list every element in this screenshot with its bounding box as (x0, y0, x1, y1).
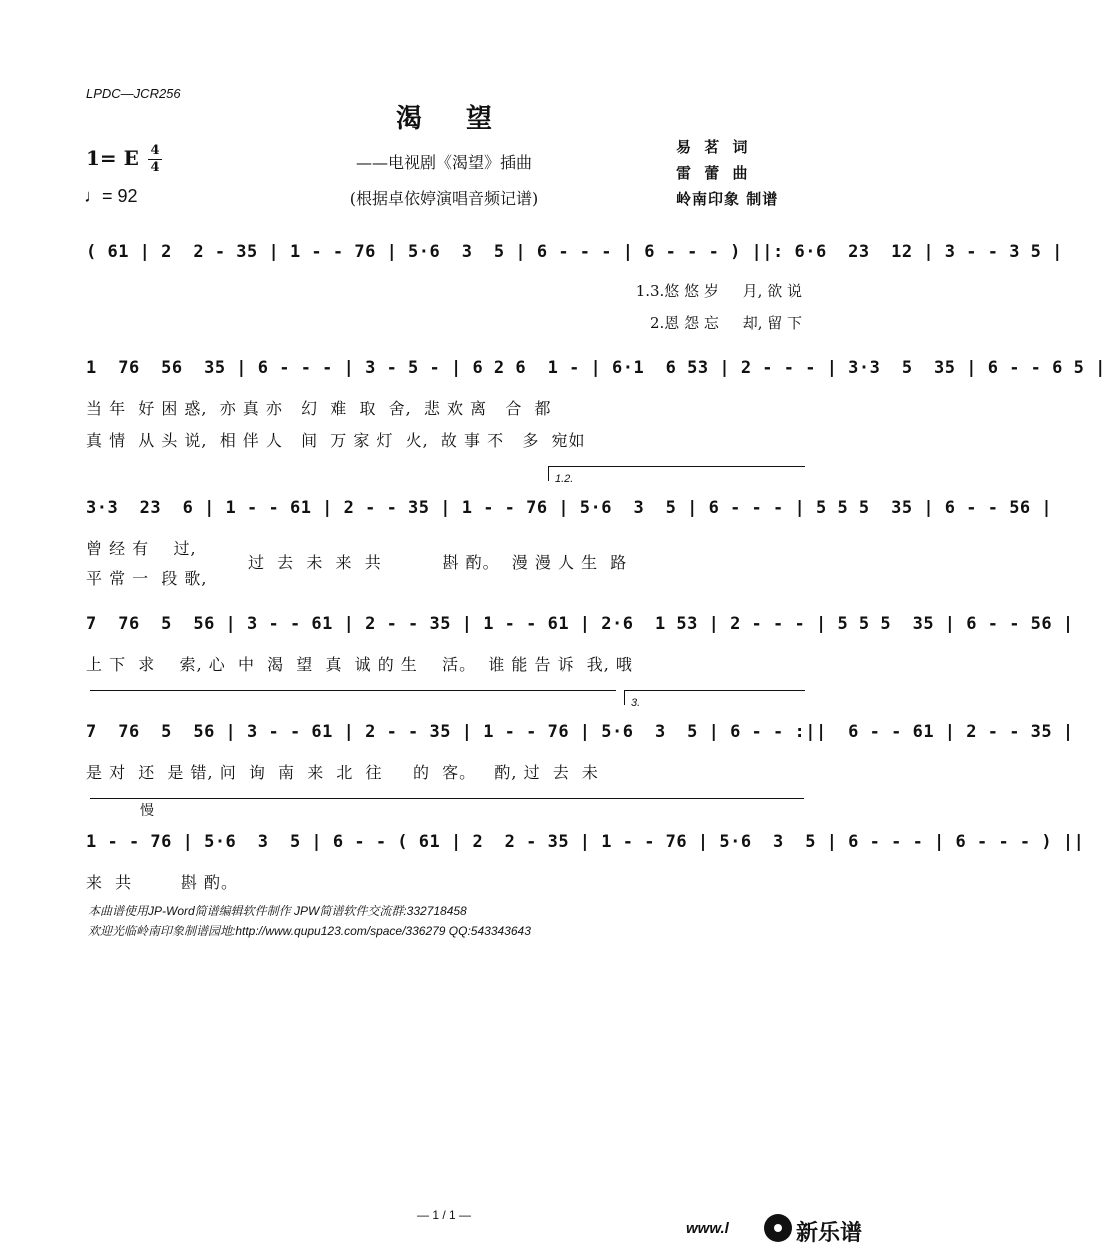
volta-label-3: 3. (631, 697, 641, 709)
lyric-line-3-shared: 过 去 未 来 共 斟 酌。 漫 漫 人 生 路 (248, 553, 628, 572)
score-line-5: 7 76 5 56 | 3 - - 61 | 2 - - 35 | 1 - - 76 | 5·6 3 5 | 6 - - :|| 6 - - 61 | 2 - - 35 | (86, 722, 1074, 742)
lyric-line-4: 上 下 求 索, 心 中 渴 望 真 诚 的 生 活。 谁 能 告 诉 我, 哦 (86, 655, 633, 674)
score-line-1: ( 61 | 2 2 - 35 | 1 - - 76 | 5·6 3 5 | 6 - - - | 6 - - - ) ||: 6·6 23 12 | 3 - - 3 5 | (86, 242, 1063, 262)
lyric-line-6: 来 共 斟 酌。 (86, 873, 238, 892)
footer-software-note: 本曲谱使用JP-Word简谱编辑软件制作 JPW简谱软件交流群:332718458 (88, 904, 467, 918)
lyric-line-1b: 2.恩 怨 忘 却, 留 下 (650, 314, 802, 332)
lyric-line-5: 是 对 还 是 错, 问 询 南 来 北 往 的 客。 酌, 过 去 未 (86, 763, 599, 782)
footer-website-note: 欢迎光临岭南印象制谱园地:http://www.qupu123.com/space/336279 QQ:543343643 (88, 924, 531, 938)
time-signature-top: 4 (150, 143, 160, 158)
song-title: 渴望 (395, 104, 536, 134)
transcription-source: (根据卓依婷演唱音频记谱) (349, 189, 539, 208)
slow-tempo-mark: 慢 (140, 803, 154, 819)
score-line-3: 3·3 23 6 | 1 - - 61 | 2 - - 35 | 1 - - 76 | 5·6 3 5 | 6 - - - | 5 5 5 35 | 6 - - 56 | (86, 498, 1053, 518)
song-subtitle: ——电视剧《渴望》插曲 (355, 153, 532, 172)
score-line-2: 1 76 56 35 | 6 - - - | 3 - 5 - | 6 2 6 1 - | 6·1 6 53 | 2 - - - | 3·3 5 35 | 6 - - 6 5 | (86, 358, 1106, 378)
vinyl-record-icon (764, 1214, 792, 1242)
lyric-line-2a: 当 年 好 困 惑, 亦 真 亦 幻 难 取 舍, 悲 欢 离 合 都 (86, 399, 552, 418)
key-signature: 1= E (86, 146, 139, 170)
volta-label-1-2: 1.2. (555, 473, 574, 485)
time-signature (148, 144, 162, 175)
lyricist-credit: 易 茗 词 (676, 138, 752, 156)
watermark-url: www.l (686, 1220, 729, 1237)
lyric-line-1a: 1.3.悠 悠 岁 月, 欲 说 (635, 282, 802, 300)
system-divider-5 (90, 798, 804, 799)
watermark-brand: 新乐谱 (796, 1221, 863, 1246)
lyric-line-2b: 真 情 从 头 说, 相 伴 人 间 万 家 灯 火, 故 事 不 多 宛如 (86, 431, 586, 450)
tempo-mark: ♩= 92 (84, 186, 138, 206)
lyric-line-3a: 曾 经 有 过, (86, 539, 197, 558)
composer-credit: 雷 蕾 曲 (676, 164, 752, 182)
arranger-credit: 岭南印象 制谱 (676, 190, 779, 208)
score-line-4: 7 76 5 56 | 3 - - 61 | 2 - - 35 | 1 - - 61 | 2·6 1 53 | 2 - - - | 5 5 5 35 | 6 - - 56 | (86, 614, 1074, 634)
system-divider-4 (90, 690, 616, 691)
time-signature-bottom: 4 (150, 160, 160, 175)
lyric-line-3b: 平 常 一 段 歌, (86, 569, 208, 588)
volta-bracket-1-2 (548, 466, 805, 485)
volta-bracket-3 (624, 690, 805, 709)
page-number: — 1 / 1 — (416, 1208, 472, 1222)
score-id: LPDC—JCR256 (86, 86, 181, 101)
score-line-6: 1 - - 76 | 5·6 3 5 | 6 - - ( 61 | 2 2 - 35 | 1 - - 76 | 5·6 3 5 | 6 - - - | 6 - - - ) || (86, 832, 1085, 852)
